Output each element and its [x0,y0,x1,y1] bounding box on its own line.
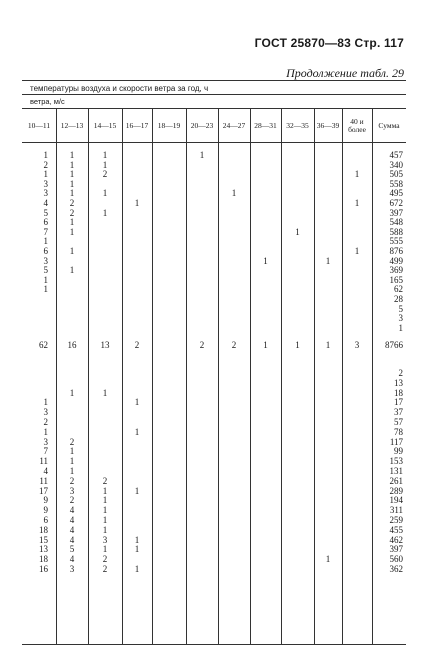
table-top-rule [22,80,406,81]
table-bottom-rule [22,644,406,645]
table-cell: 5 [398,303,403,314]
table-cell: 1 [43,397,48,408]
table-cell: 6 [43,246,48,256]
column-rule [281,108,282,644]
table-cell: 3 [69,564,75,574]
total-cell: 2 [231,340,237,350]
table-cell: 1 [102,188,108,199]
table-cell: 4 [69,515,75,525]
table-cell: 6 [43,515,48,525]
table-cell: 6 [43,217,48,228]
table-cell: 1 [43,426,48,437]
table-cell: 2 [43,159,48,170]
subcaption-rule [22,108,406,109]
table-cell: 4 [43,466,48,476]
table-cell: 7 [43,226,48,237]
total-cell: 13 [100,340,110,350]
table-cell: 2 [398,368,403,378]
table-cell: 1 [134,426,140,437]
table-cell: 1 [263,255,268,266]
table-cell: 3 [398,313,403,324]
table-cell: 1 [69,387,75,398]
table-cell: 2 [69,475,75,486]
table-cell: 15 [39,534,48,545]
table-cell: 1 [102,505,108,516]
table-cell: 340 [389,159,403,170]
table-cell: 558 [389,178,403,189]
table-cell: 1 [69,188,75,199]
table-cell: 1 [354,246,360,256]
table-cell: 3 [43,436,48,447]
table-cell: 2 [102,564,108,574]
table-cell: 2 [69,495,75,506]
column-header: 20—23 [190,121,214,130]
table-cell: 18 [394,387,403,398]
table-cell: 3 [69,485,75,496]
total-cell: 8766 [385,340,403,350]
table-cell: 1 [69,217,75,228]
table-cell: 5 [43,207,48,218]
table-cell: 1 [43,150,48,160]
table-cell: 131 [389,466,403,476]
table-cell: 1 [354,169,360,180]
table-subcaption: ветра, м/с [30,97,65,106]
table-cell: 1 [69,169,75,180]
column-header: Сумма [378,121,400,130]
table-cell: 1 [43,274,48,285]
table-cell: 672 [389,198,403,208]
table-cell: 1 [134,534,140,545]
table-caption: температуры воздуха и скорости ветра за год, ч [30,84,209,93]
table-cell: 2 [69,198,75,208]
table-cell: 7 [43,446,48,457]
table-cell: 311 [389,505,403,516]
total-cell: 16 [67,340,77,350]
table-cell: 397 [389,207,403,218]
table-cell: 2 [102,554,108,565]
table-cell: 876 [389,246,403,256]
column-header: 18—19 [157,121,181,130]
table-cell: 37 [394,407,403,418]
table-cell: 3 [43,407,48,418]
table-cell: 78 [394,426,403,437]
total-cell: 2 [199,340,205,350]
table-cell: 1 [69,456,75,467]
table-cell: 1 [69,466,75,476]
table-cell: 1 [69,150,75,160]
table-cell: 17 [39,485,48,496]
total-cell: 1 [263,340,268,350]
column-header: 36—39 [316,121,340,130]
table-cell: 1 [69,446,75,457]
table-cell: 1 [69,226,75,237]
table-cell: 1 [43,169,48,180]
column-rule [152,108,153,644]
table-cell: 1 [134,485,140,496]
table-cell: 4 [69,524,75,535]
table-cell: 2 [43,417,48,427]
table-cell: 1 [102,387,108,398]
table-cell: 4 [43,198,48,208]
table-cell: 1 [295,226,300,237]
table-cell: 1 [69,246,75,256]
table-cell: 2 [102,475,108,486]
table-cell: 1 [199,150,205,160]
table-cell: 4 [69,534,75,545]
table-cell: 369 [389,265,403,276]
table-cell: 165 [389,274,403,285]
table-cell: 3 [43,178,48,189]
column-rule [186,108,187,644]
table-cell: 11 [39,475,48,486]
total-cell: 1 [325,340,331,350]
table-cell: 18 [39,524,48,535]
total-cell: 1 [295,340,300,350]
table-cell: 1 [134,198,140,208]
table-cell: 18 [39,554,48,565]
table-cell: 1 [102,159,108,170]
column-header: 16—17 [125,121,149,130]
table-cell: 548 [389,217,403,228]
table-cell: 505 [389,169,403,180]
column-header: 28—31 [254,121,277,130]
table-cell: 9 [43,495,48,506]
table-cell: 1 [102,485,108,496]
table-cell: 4 [69,554,75,565]
table-cell: 1 [102,544,108,555]
column-rule [250,108,251,644]
table-cell: 4 [69,505,75,516]
column-header: 10—11 [27,121,51,130]
table-cell: 259 [389,515,403,525]
total-cell: 2 [134,340,140,350]
table-cell: 1 [102,150,108,160]
table-cell: 2 [69,207,75,218]
header-bottom-rule [22,142,406,143]
table-cell: 1 [43,284,48,295]
column-rule [342,108,343,644]
table-cell: 11 [39,456,48,467]
table-cell: 455 [389,524,403,535]
table-cell: 1 [325,554,331,565]
table-cell: 16 [39,564,48,574]
column-header: 14—15 [93,121,117,130]
table-cell: 13 [394,377,403,388]
table-cell: 5 [43,265,48,276]
column-header: 24—27 [222,121,246,130]
table-cell: 3 [43,188,48,199]
table-cell: 17 [394,397,403,408]
table-cell: 495 [389,188,403,199]
table-cell: 1 [398,322,403,333]
table-cell: 1 [231,188,237,199]
table-cell: 1 [69,178,75,189]
table-cell: 9 [43,505,48,516]
table-continuation-label: Продолжение табл. 29 [286,66,404,80]
table-cell: 153 [389,456,403,467]
table-cell: 397 [389,544,403,555]
table-cell: 261 [389,475,403,486]
table-cell: 555 [389,236,403,247]
table-cell: 1 [69,265,75,276]
table-cell: 499 [389,255,403,266]
table-cell: 560 [389,554,403,565]
table-cell: 289 [389,485,403,496]
table-cell: 62 [394,284,403,295]
table-cell: 1 [134,544,140,555]
table-cell: 1 [134,564,140,574]
column-header: 32—35 [286,121,309,130]
table-cell: 1 [354,198,360,208]
table-cell: 457 [389,150,403,160]
table-cell: 1 [102,515,108,525]
table-cell: 28 [394,294,403,304]
table-cell: 194 [389,495,403,506]
column-header: 12—13 [60,121,84,130]
table-cell: 5 [69,544,75,555]
table-cell: 362 [389,564,403,574]
table-cell: 3 [43,255,48,266]
table-cell: 1 [69,159,75,170]
table-cell: 1 [102,495,108,506]
table-cell: 1 [102,207,108,218]
table-cell: 117 [389,436,403,447]
table-cell: 1 [325,255,331,266]
table-cell: 2 [102,169,108,180]
total-cell: 62 [39,340,48,350]
table-cell: 588 [389,226,403,237]
table-cell: 99 [394,446,403,457]
table-cell: 1 [102,524,108,535]
table-cell: 13 [39,544,48,555]
table-cell: 2 [69,436,75,447]
total-cell: 3 [354,340,360,350]
table-cell: 3 [102,534,108,545]
table-cell: 462 [389,534,403,545]
table-cell: 1 [134,397,140,408]
table-cell: 57 [394,417,403,427]
table-cell: 1 [43,236,48,247]
column-header: 40 и более [348,117,366,134]
caption-rule [22,94,406,95]
page-header: ГОСТ 25870—83 Стр. 117 [254,36,404,50]
